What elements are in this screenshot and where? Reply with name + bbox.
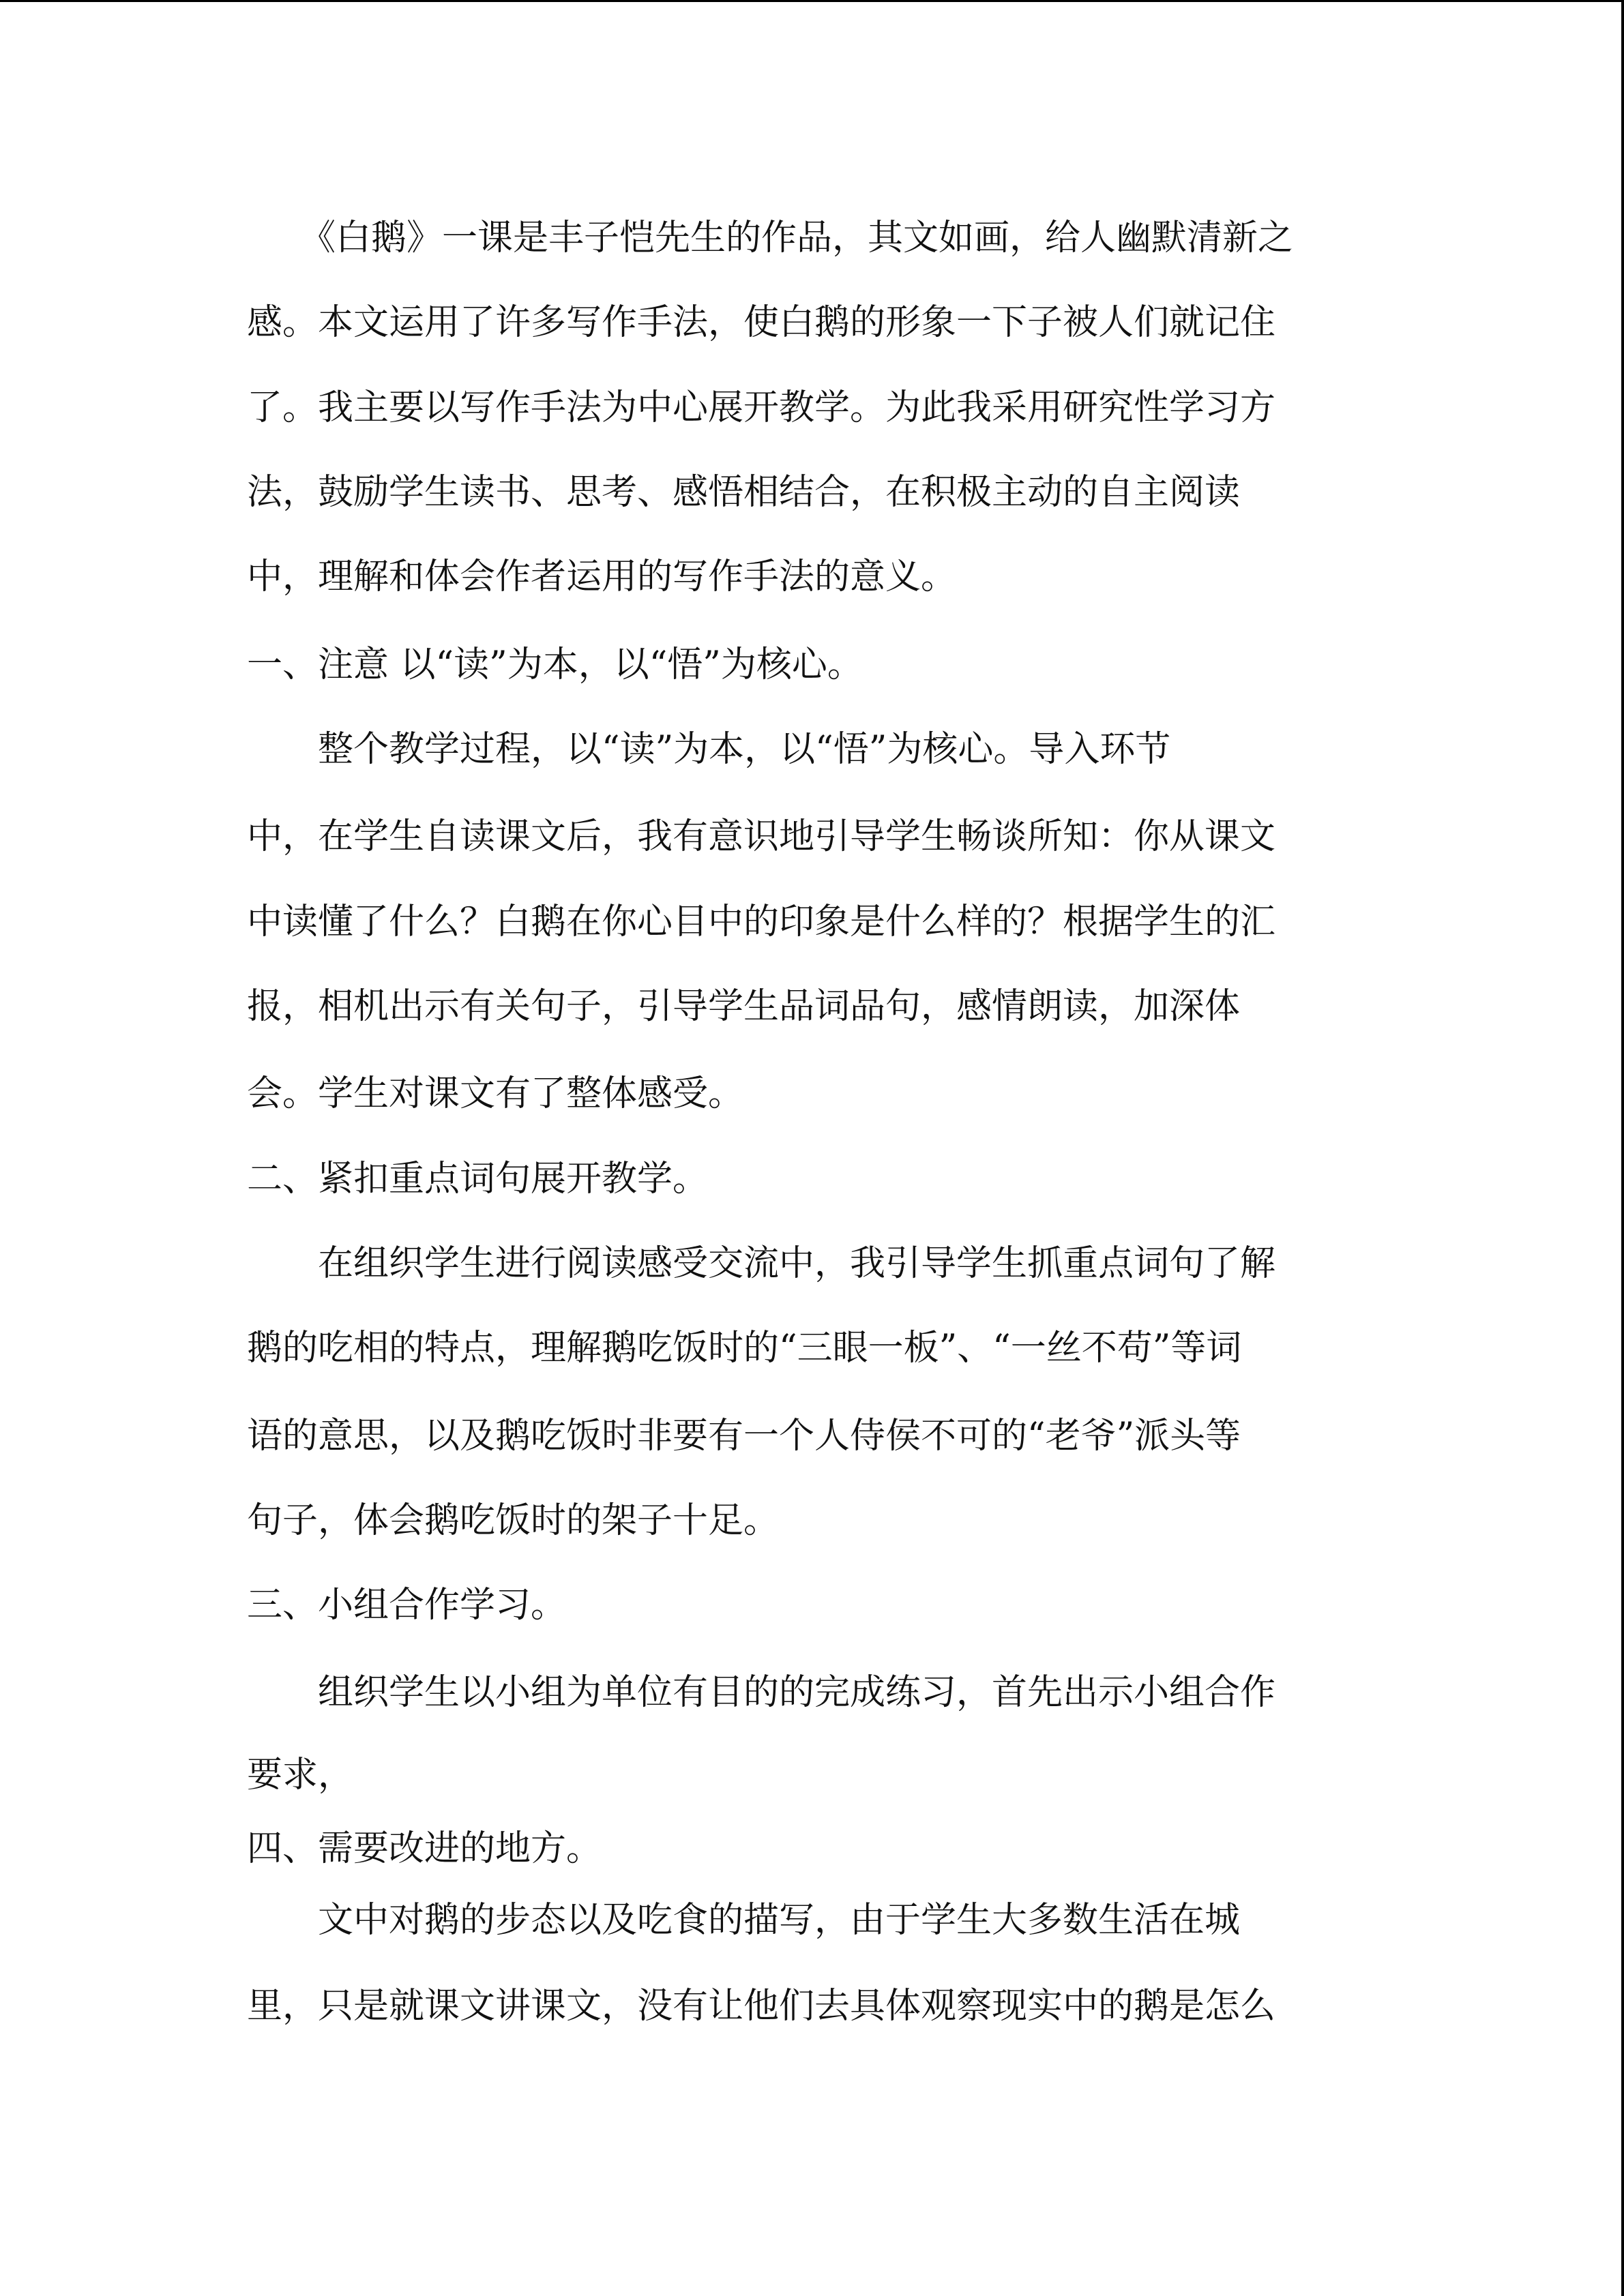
paragraph-1-line-1: 《白鹅》一课是丰子恺先生的作品，其文如画，给人幽默清新之 bbox=[247, 218, 1294, 258]
paragraph-1-line-4: 法，鼓励学生读书、思考、感悟相结合，在积极主动的自主阅读 bbox=[247, 472, 1241, 513]
paragraph-2-line-1: 整个教学过程，以“读”为本，以“悟”为核心。导入环节 bbox=[247, 729, 1171, 770]
paragraph-5-line-2: 里，只是就课文讲课文，没有让他们去具体观察现实中的鹅是怎么 bbox=[247, 1986, 1276, 2027]
paragraph-2-line-4: 报，相机出示有关句子，引导学生品词品句，感情朗读，加深体 bbox=[247, 986, 1241, 1027]
paragraph-3-line-3: 语的意思，以及鹅吃饭时非要有一个人侍侯不可的“老爷”派头等 bbox=[247, 1416, 1241, 1457]
paragraph-3-line-1: 在组织学生进行阅读感受交流中，我引导学生抓重点词句了解 bbox=[247, 1243, 1276, 1284]
right-border-line bbox=[1621, 0, 1624, 2296]
paragraph-1-line-5: 中，理解和体会作者运用的写作手法的意义。 bbox=[247, 556, 957, 597]
top-border-line bbox=[0, 0, 1624, 2]
paragraph-4-line-1: 组织学生以小组为单位有目的的完成练习，首先出示小组合作 bbox=[247, 1672, 1276, 1713]
paragraph-1-line-2: 感。本文运用了许多写作手法，使白鹅的形象一下子被人们就记住 bbox=[247, 302, 1276, 343]
paragraph-3-line-2: 鹅的吃相的特点，理解鹅吃饭时的“三眼一板”、“一丝不苟”等词 bbox=[247, 1328, 1242, 1369]
paragraph-2-line-3: 中读懂了什么？白鹅在你心目中的印象是什么样的？根据学生的汇 bbox=[247, 901, 1276, 942]
paragraph-3-line-4: 句子，体会鹅吃饭时的架子十足。 bbox=[247, 1500, 780, 1541]
paragraph-1-line-3: 了。我主要以写作手法为中心展开教学。为此我采用研究性学习方 bbox=[247, 387, 1276, 428]
paragraph-2-line-5: 会。学生对课文有了整体感受。 bbox=[247, 1073, 744, 1114]
section-heading-2: 二、紧扣重点词句展开教学。 bbox=[247, 1159, 709, 1199]
paragraph-4-line-2: 要求， bbox=[247, 1755, 354, 1795]
section-heading-1: 一、注意 以“读”为本，以“悟”为核心。 bbox=[247, 644, 863, 685]
paragraph-5-line-1: 文中对鹅的步态以及吃食的描写，由于学生大多数生活在城 bbox=[247, 1900, 1241, 1941]
section-heading-4: 四、需要改进的地方。 bbox=[247, 1828, 602, 1869]
paragraph-2-line-2: 中，在学生自读课文后，我有意识地引导学生畅谈所知：你从课文 bbox=[247, 816, 1276, 857]
section-heading-3: 三、小组合作学习。 bbox=[247, 1585, 567, 1626]
